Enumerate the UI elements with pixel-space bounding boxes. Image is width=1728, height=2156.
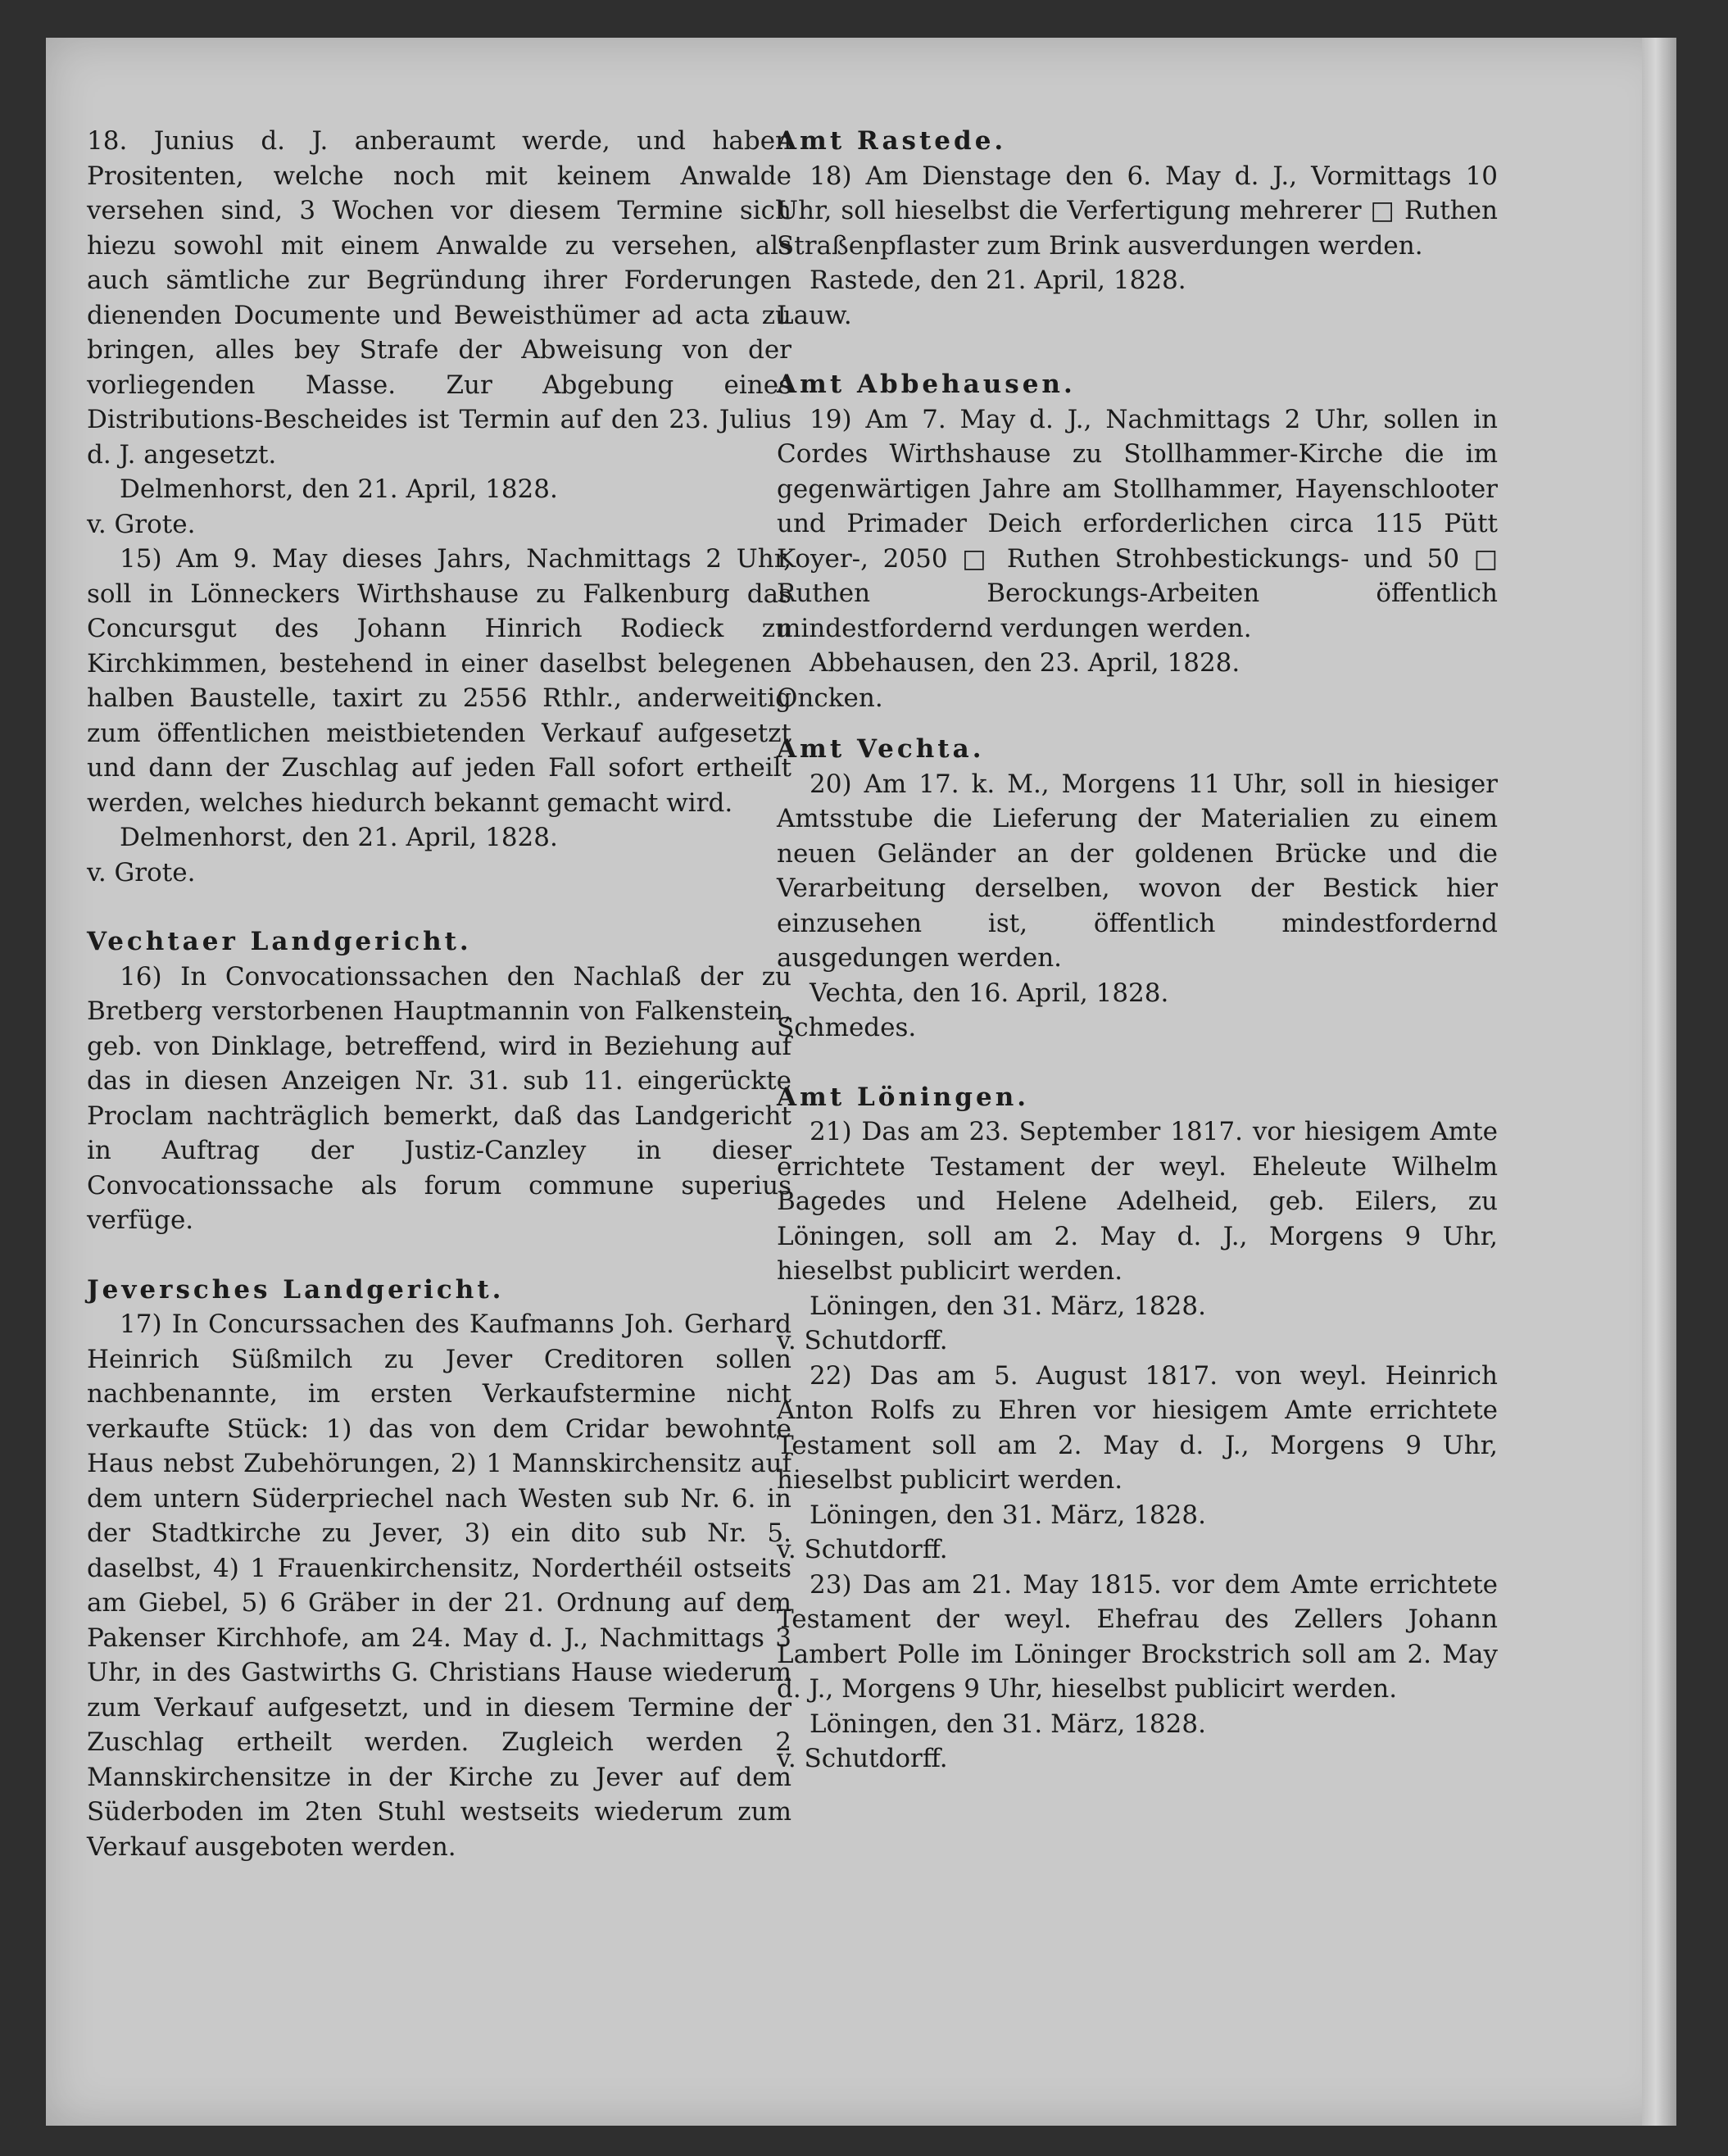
- notice-20-text: 20) Am 17. k. M., Morgens 11 Uhr, soll in hiesiger Amtsstube die Lieferung der Materialien zu einem neuen Geländer an der goldenen Brücke und die Verarbeitung derselben, wovon der Bestick hier einzusehen ist, öffentlich mindestfordernd ausgedungen werden.: [777, 769, 1498, 973]
- place-date: Löningen, den 31. März, 1828.: [810, 1500, 1206, 1530]
- section-heading-vechtaer-landgericht: Vechtaer Landgericht.: [87, 927, 472, 956]
- continued-notice-text: 18. Junius d. J. anberaumt werde, und haben Prositenten, welche noch mit keinem Anwalde versehen sind, 3 Wochen vor diesem Termine sich hiezu sowohl mit einem Anwalde zu versehen, als auch sämtliche zur Begründung ihrer Forderungen dienenden Documente und Beweisthümer ad acta zu bringen, alles bey Strafe der Abweisung von der vorliegenden Masse. Zur Abgebung eines Distributions-Bescheides ist Termin auf den 23. Julius d. J. angesetzt.: [87, 126, 791, 470]
- place-date: Delmenhorst, den 21. April, 1828.: [120, 474, 558, 504]
- right-column: [777, 124, 1498, 1777]
- place-date: Delmenhorst, den 21. April, 1828.: [120, 823, 558, 852]
- section-heading-jeversches-landgericht: Jeversches Landgericht.: [87, 1274, 505, 1305]
- signature: v. Schutdorff.: [777, 1326, 948, 1355]
- notice-16-text: 16) In Convocationssachen den Nachlaß der zu Bretberg verstorbenen Hauptmannin von Falkenstein, geb. von Dinklage, betreffend, wird in Beziehung auf das in diesen Anzeigen Nr. 31. sub 11. eingerückte Proclam nachträglich bemerkt, daß das Landgericht in Auftrag der Justiz-Canzley in dieser Convocationssache als forum commune superius verfüge.: [87, 961, 791, 1235]
- section-heading-amt-vechta: Amt Vechta.: [777, 734, 985, 764]
- signature: v. Grote.: [87, 857, 196, 887]
- section-heading-amt-loeningen: Amt Löningen.: [777, 1082, 1030, 1112]
- place-date: Rastede, den 21. April, 1828.: [810, 266, 1186, 295]
- section-heading-amt-rastede: Amt Rastede.: [777, 126, 1007, 156]
- page-edge: [1642, 38, 1676, 2126]
- notice-23-text: 23) Das am 21. May 1815. vor dem Amte errichtete Testament der weyl. Ehefrau des Zellers Johann Lambert Polle im Löninger Brockstrich soll am 2. May d. J., Morgens 9 Uhr, hieselbst publicirt werden.: [777, 1569, 1498, 1704]
- section-heading-amt-abbehausen: Amt Abbehausen.: [777, 370, 1076, 399]
- notice-17-text: 17) In Concurssachen des Kaufmanns Joh. Gerhard Heinrich Süßmilch zu Jever Creditoren sollen nachbenannte, im ersten Verkaufstermine nicht verkaufte Stück: 1) das von dem Cridar bewohnte Haus nebst Zubehörungen, 2) 1 Mannskirchensitz auf dem untern Süderpriechel nach Westen sub Nr. 6. in der Stadtkirche zu Jever, 3) ein dito sub Nr. 5. daselbst, 4) 1 Frauenkirchensitz, Norderthéil ostseits am Giebel, 5) 6 Gräber in der 21. Ordnung auf dem Pakenser Kirchhofe, am 24. May d. J., Nachmittags 3 Uhr, in des Gastwirths G. Christians Hause wiederum zum Verkauf aufgesetzt, und in diesem Termine der Zuschlag ertheilt werden. Zugleich werden 2 Mannskirchensitze in der Kirche zu Jever auf dem Süderboden im 2ten Stuhl westseits wiederum zum Verkauf ausgeboten werden.: [87, 1309, 791, 1862]
- notice-18-text: 18) Am Dienstage den 6. May d. J., Vormittags 10 Uhr, soll hieselbst die Verfertigung mehrerer □ Ruthen Straßenpflaster zum Brink ausverdungen werden.: [777, 161, 1498, 261]
- signature: Schmedes.: [777, 1013, 917, 1042]
- signature: Lauw.: [777, 300, 852, 330]
- notice-19-text: 19) Am 7. May d. J., Nachmittags 2 Uhr, sollen in Cordes Wirthshause zu Stollhammer-Kirche die im gegenwärtigen Jahre am Stollhammer, Hayenschlooter und Primader Deich erforderlichen circa 115 Pütt Koyer-, 2050 □ Ruthen Strohbestickungs- und 50 □ Ruthen Berockungs-Arbeiten öffentlich mindestfordernd verdungen werden.: [777, 404, 1498, 643]
- signature: v. Schutdorff.: [777, 1535, 948, 1564]
- place-date: Löningen, den 31. März, 1828.: [810, 1709, 1206, 1739]
- signature: Oncken.: [777, 683, 883, 713]
- notice-22-text: 22) Das am 5. August 1817. von weyl. Heinrich Anton Rolfs zu Ehren vor hiesigem Amte errichtete Testament soll am 2. May d. J., Morgens 9 Uhr, hieselbst publicirt werden.: [777, 1360, 1498, 1495]
- notice-21-text: 21) Das am 23. September 1817. vor hiesigem Amte errichtete Testament der weyl. Eheleute Wilhelm Bagedes und Helene Adelheid, geb. Eilers, zu Löningen, soll am 2. May d. J., Morgens 9 Uhr, hieselbst publicirt werden.: [777, 1117, 1498, 1286]
- notice-15-text: 15) Am 9. May dieses Jahrs, Nachmittags 2 Uhr, soll in Lönneckers Wirthshause zu Falkenburg das Concursgut des Johann Hinrich Rodieck zu Kirchkimmen, bestehend in einer daselbst belegenen halben Baustelle, taxirt zu 2556 Rthlr., anderweitig zum öffentlichen meistbietenden Verkauf aufgesetzt und dann der Zuschlag auf jeden Fall sofort ertheilt werden, welches hiedurch bekannt gemacht wird.: [87, 544, 791, 818]
- signature: v. Schutdorff.: [777, 1744, 948, 1773]
- place-date: Vechta, den 16. April, 1828.: [810, 978, 1169, 1008]
- place-date: Löningen, den 31. März, 1828.: [810, 1291, 1206, 1321]
- left-column: [87, 124, 791, 1864]
- signature: v. Grote.: [87, 509, 196, 539]
- place-date: Abbehausen, den 23. April, 1828.: [810, 648, 1240, 678]
- document-page: [46, 38, 1676, 2126]
